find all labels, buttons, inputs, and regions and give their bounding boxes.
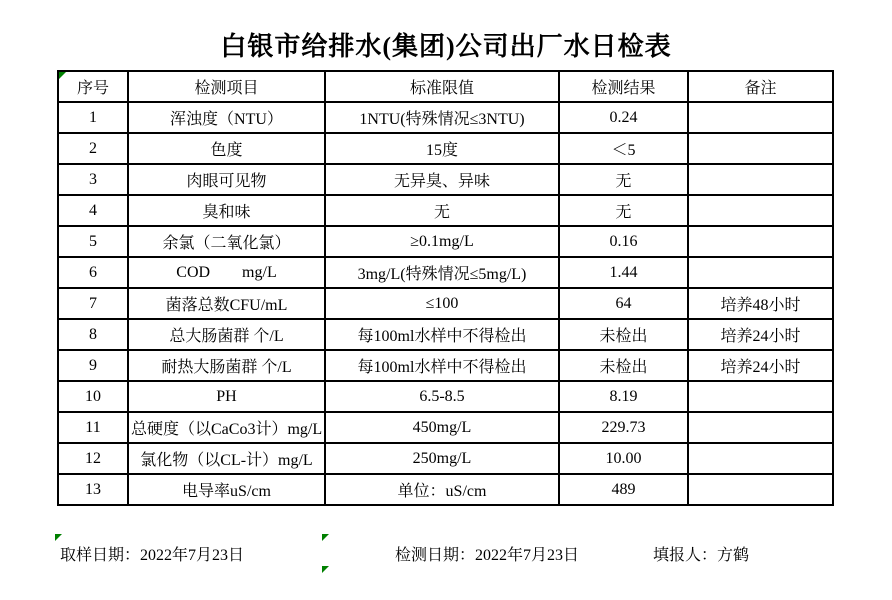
cell-result[interactable]: 1.44 <box>559 257 688 288</box>
cell-result[interactable]: 229.73 <box>559 412 688 443</box>
sampling-date[interactable]: 取样日期：2022年7月23日 <box>60 547 245 564</box>
cell-no[interactable]: 8 <box>58 319 128 350</box>
cell-no[interactable]: 2 <box>58 133 128 164</box>
cell-remark[interactable] <box>688 195 833 226</box>
cell-result[interactable]: 未检出 <box>559 319 688 350</box>
cell-no[interactable]: 11 <box>58 412 128 443</box>
table-row <box>58 319 833 350</box>
table-row <box>58 195 833 226</box>
cell-item[interactable]: PH <box>128 381 325 412</box>
cell-no[interactable]: 5 <box>58 226 128 257</box>
cell-limit[interactable]: ≤100 <box>325 288 559 319</box>
col-header-remark[interactable]: 备注 <box>688 71 833 102</box>
cell-limit[interactable]: 1NTU(特殊情况≤3NTU) <box>325 102 559 133</box>
cell-item[interactable]: 氯化物（以CL-计）mg/L <box>128 443 325 474</box>
col-header-no[interactable]: 序号 <box>58 71 128 102</box>
table-row <box>58 412 833 443</box>
col-header-result[interactable]: 检测结果 <box>559 71 688 102</box>
reporter[interactable]: 填报人：方鹤 <box>653 547 750 564</box>
cell-result[interactable]: 10.00 <box>559 443 688 474</box>
table-row <box>58 133 833 164</box>
cell-remark[interactable]: 培养24小时 <box>688 350 833 381</box>
cell-result[interactable]: 未检出 <box>559 350 688 381</box>
cell-item[interactable]: 电导率uS/cm <box>128 474 325 505</box>
cell-item[interactable]: 耐热大肠菌群 个/L <box>128 350 325 381</box>
col-header-item[interactable]: 检测项目 <box>128 71 325 102</box>
cell-no[interactable]: 4 <box>58 195 128 226</box>
table-row <box>58 102 833 133</box>
table-row <box>58 381 833 412</box>
cell-no[interactable]: 10 <box>58 381 128 412</box>
cell-no[interactable]: 9 <box>58 350 128 381</box>
cell-remark[interactable] <box>688 164 833 195</box>
cell-no[interactable]: 3 <box>58 164 128 195</box>
inspection-table <box>57 70 834 506</box>
cell-no[interactable]: 1 <box>58 102 128 133</box>
cell-item[interactable]: 总硬度（以CaCo3计）mg/L <box>128 412 325 443</box>
cell-limit[interactable]: 450mg/L <box>325 412 559 443</box>
cell-item[interactable]: 菌落总数CFU/mL <box>128 288 325 319</box>
cell-result[interactable]: 0.16 <box>559 226 688 257</box>
cell-result[interactable]: 0.24 <box>559 102 688 133</box>
cell-result[interactable]: 489 <box>559 474 688 505</box>
cell-limit[interactable]: ≥0.1mg/L <box>325 226 559 257</box>
cell-item[interactable]: COD mg/L <box>128 257 325 288</box>
cell-limit[interactable]: 无 <box>325 195 559 226</box>
table-row <box>58 226 833 257</box>
cell-item[interactable]: 臭和味 <box>128 195 325 226</box>
cell-remark[interactable]: 培养24小时 <box>688 319 833 350</box>
cell-limit[interactable]: 单位：uS/cm <box>325 474 559 505</box>
cell-item[interactable]: 色度 <box>128 133 325 164</box>
cell-limit[interactable]: 250mg/L <box>325 443 559 474</box>
cell-remark[interactable] <box>688 257 833 288</box>
cell-no[interactable]: 7 <box>58 288 128 319</box>
cell-limit[interactable]: 6.5-8.5 <box>325 381 559 412</box>
cell-error-indicator-icon <box>55 534 62 541</box>
table-row <box>58 474 833 505</box>
cell-item[interactable]: 余氯（二氧化氯） <box>128 226 325 257</box>
cell-remark[interactable] <box>688 102 833 133</box>
cell-remark[interactable] <box>688 381 833 412</box>
cell-error-indicator-icon <box>322 534 329 541</box>
table-row <box>58 288 833 319</box>
table-row <box>58 257 833 288</box>
cell-limit[interactable]: 15度 <box>325 133 559 164</box>
cell-result[interactable]: 无 <box>559 164 688 195</box>
cell-remark[interactable] <box>688 474 833 505</box>
cell-result[interactable]: 8.19 <box>559 381 688 412</box>
table-row <box>58 443 833 474</box>
page-title: 白银市给排水(集团)公司出厂水日检表 <box>220 32 672 61</box>
cell-no[interactable]: 6 <box>58 257 128 288</box>
col-header-limit[interactable]: 标准限值 <box>325 71 559 102</box>
cell-limit[interactable]: 无异臭、异味 <box>325 164 559 195</box>
cell-item[interactable]: 浑浊度（NTU） <box>128 102 325 133</box>
table-row <box>58 350 833 381</box>
cell-result[interactable]: 64 <box>559 288 688 319</box>
cell-remark[interactable] <box>688 412 833 443</box>
cell-result[interactable]: ＜5 <box>559 133 688 164</box>
table-row <box>58 164 833 195</box>
cell-item[interactable]: 肉眼可见物 <box>128 164 325 195</box>
cell-limit[interactable]: 每100ml水样中不得检出 <box>325 319 559 350</box>
cell-remark[interactable]: 培养48小时 <box>688 288 833 319</box>
cell-item[interactable]: 总大肠菌群 个/L <box>128 319 325 350</box>
cell-remark[interactable] <box>688 226 833 257</box>
cell-remark[interactable] <box>688 443 833 474</box>
test-date[interactable]: 检测日期：2022年7月23日 <box>395 547 580 564</box>
cell-remark[interactable] <box>688 133 833 164</box>
cell-result[interactable]: 无 <box>559 195 688 226</box>
cell-limit[interactable]: 3mg/L(特殊情况≤5mg/L) <box>325 257 559 288</box>
table-header-row <box>58 71 833 102</box>
cell-no[interactable]: 13 <box>58 474 128 505</box>
cell-limit[interactable]: 每100ml水样中不得检出 <box>325 350 559 381</box>
cell-no[interactable]: 12 <box>58 443 128 474</box>
cell-error-indicator-icon <box>322 566 329 573</box>
